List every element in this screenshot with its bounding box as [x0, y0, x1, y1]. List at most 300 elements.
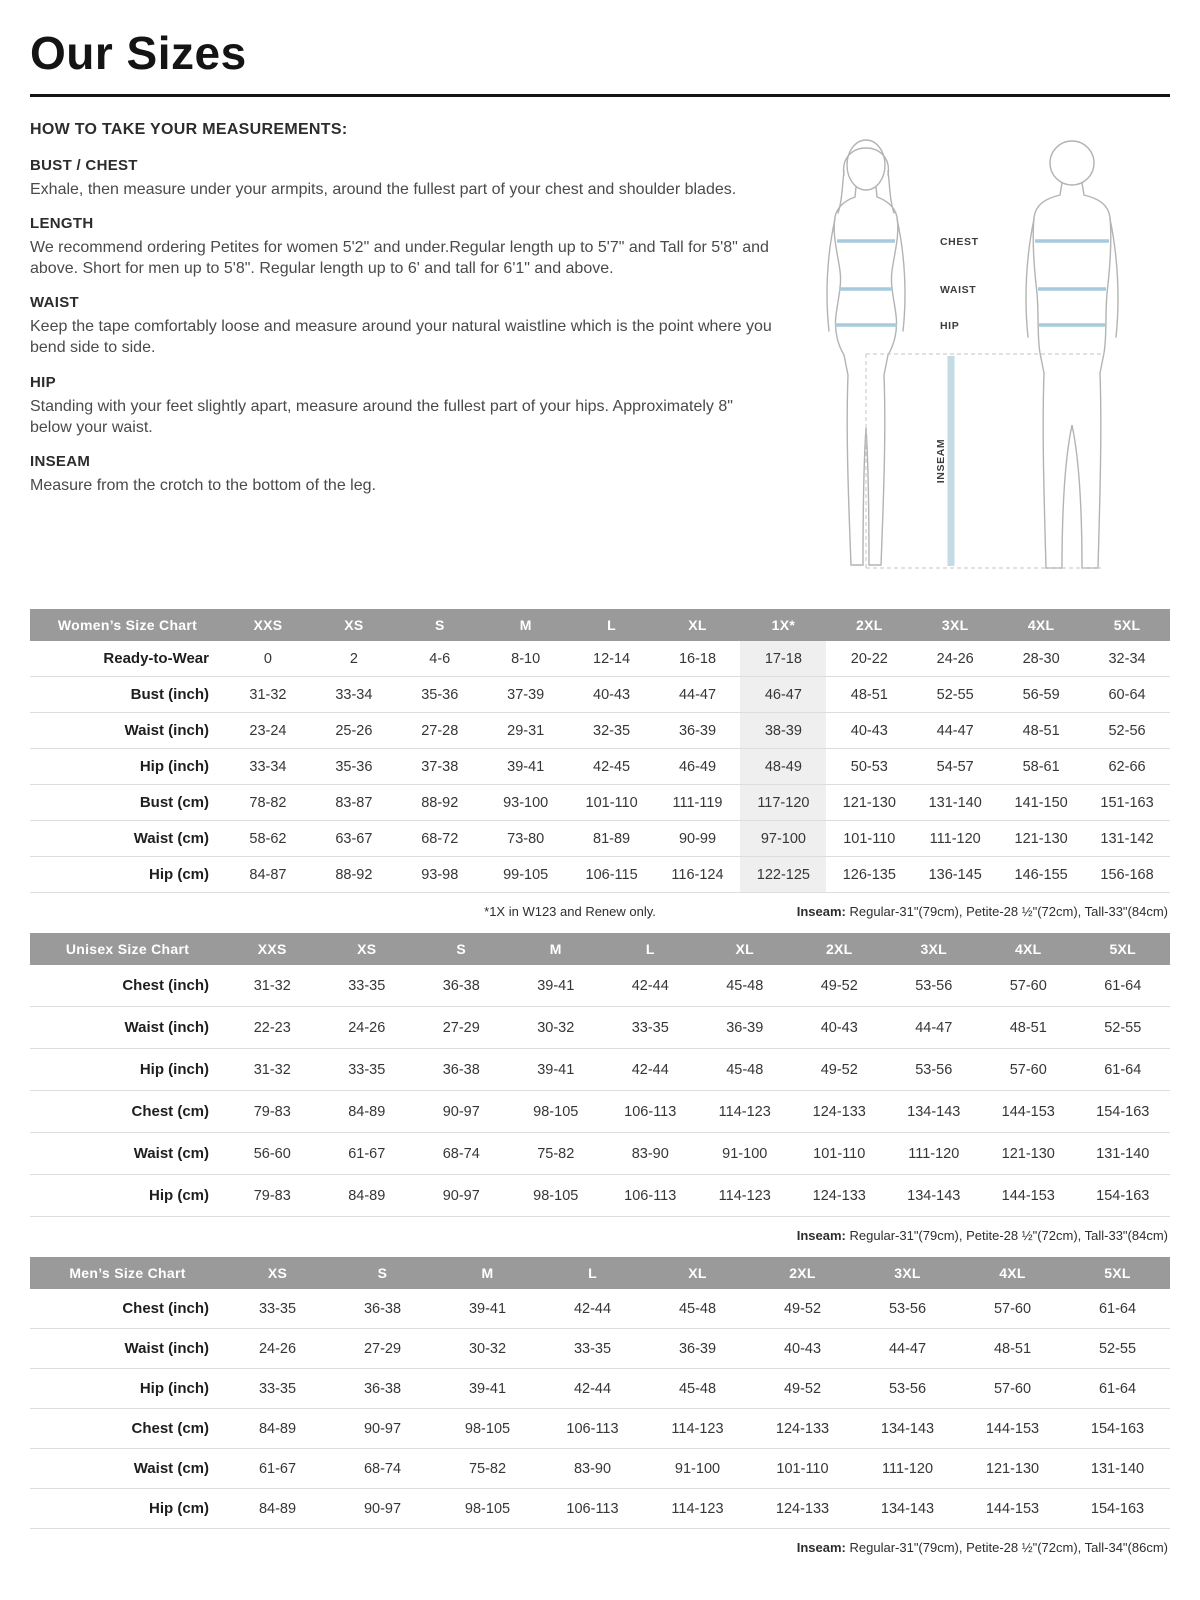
size-column-header: XS — [311, 609, 397, 641]
size-cell: 40-43 — [850, 722, 888, 739]
size-cell: 84-89 — [258, 1500, 297, 1517]
size-cell: 144-153 — [985, 1500, 1040, 1517]
row-label: Hip (inch) — [139, 1380, 209, 1397]
size-cell: 36-38 — [363, 1300, 402, 1317]
size-cell: 106-115 — [585, 866, 638, 883]
size-cell: 52-55 — [1098, 1340, 1137, 1357]
size-cell: 121-130 — [1014, 830, 1068, 847]
size-cell: 106-113 — [624, 1187, 677, 1204]
inseam-footnote-label: Inseam: — [796, 904, 846, 919]
mens-size-chart-table — [30, 1257, 1170, 1529]
table-title: Men’s Size Chart — [30, 1257, 225, 1289]
size-cell: 98-105 — [533, 1187, 579, 1204]
size-cell: 75-82 — [537, 1145, 575, 1162]
section-body: Measure from the crotch to the bottom of the leg. — [30, 476, 376, 494]
size-cell: 33-35 — [258, 1380, 297, 1397]
size-cell: 44-47 — [678, 686, 717, 703]
size-cell: 154-163 — [1090, 1500, 1145, 1517]
footnote-inseam-note — [30, 1228, 1168, 1243]
size-cell: 68-72 — [421, 830, 459, 847]
size-cell: 57-60 — [993, 1300, 1032, 1317]
size-cell: 45-48 — [678, 1300, 717, 1317]
size-cell: 53-56 — [915, 1061, 953, 1078]
size-cell: 35-36 — [335, 758, 373, 775]
inseam-footnote-values: Regular-31"(79cm), Petite-28 ½"(72cm), Tall-34"(86cm) — [849, 1540, 1168, 1555]
size-column-header: S — [330, 1257, 435, 1289]
size-cell: 154-163 — [1096, 1103, 1150, 1120]
size-cell: 111-120 — [881, 1460, 934, 1477]
size-cell: 131-140 — [928, 794, 982, 811]
size-table-row — [30, 713, 1170, 749]
section-title: INSEAM — [30, 452, 91, 470]
size-cell: 81-89 — [593, 830, 631, 847]
size-column-header: L — [603, 933, 698, 965]
size-cell: 28-30 — [1022, 650, 1060, 667]
size-cell: 44-47 — [915, 1019, 953, 1036]
size-cell: 111-119 — [672, 794, 723, 811]
size-table-row — [30, 1133, 1170, 1175]
section-inseam — [30, 453, 778, 496]
size-cell: 44-47 — [888, 1340, 927, 1357]
size-column-header: L — [540, 1257, 645, 1289]
size-cell: 31-32 — [253, 977, 291, 994]
section-title: BUST / CHEST — [30, 157, 138, 174]
size-cell: 32-34 — [1108, 650, 1146, 667]
size-cell: 30-32 — [468, 1340, 507, 1357]
size-cell: 46-49 — [678, 758, 717, 775]
size-column-header: S — [397, 609, 483, 641]
size-cell: 36-38 — [442, 1061, 480, 1078]
footnote-inseam-note — [656, 904, 1168, 919]
row-label: Waist (cm) — [133, 1460, 209, 1477]
row-label: Chest (cm) — [131, 1103, 209, 1120]
size-cell: 61-67 — [348, 1145, 386, 1162]
size-cell: 61-64 — [1104, 977, 1142, 994]
size-cell: 61-67 — [258, 1460, 297, 1477]
size-cell: 33-34 — [249, 758, 287, 775]
size-cell: 17-18 — [740, 641, 826, 677]
mens-size-chart-section — [30, 1257, 1170, 1567]
size-cell: 101-110 — [585, 794, 638, 811]
size-cell: 45-48 — [678, 1380, 717, 1397]
size-cell: 2 — [349, 650, 358, 667]
size-cell: 33-35 — [348, 1061, 386, 1078]
size-cell: 36-38 — [363, 1380, 402, 1397]
size-cell: 121-130 — [985, 1460, 1040, 1477]
size-cell: 33-35 — [348, 977, 386, 994]
size-cell: 53-56 — [888, 1300, 927, 1317]
size-cell: 121-130 — [1001, 1145, 1055, 1162]
inseam-footnote-label: Inseam: — [796, 1228, 846, 1243]
size-cell: 90-97 — [442, 1103, 480, 1120]
size-cell: 156-168 — [1100, 866, 1154, 883]
size-table-row — [30, 1369, 1170, 1409]
size-table-row — [30, 1449, 1170, 1489]
size-cell: 114-123 — [718, 1103, 771, 1120]
size-cell: 98-105 — [464, 1420, 511, 1437]
size-cell: 79-83 — [253, 1103, 291, 1120]
size-cell: 68-74 — [442, 1145, 480, 1162]
size-cell: 90-97 — [442, 1187, 480, 1204]
size-cell: 4-6 — [429, 650, 451, 667]
size-cell: 83-90 — [573, 1460, 612, 1477]
size-cell: 38-39 — [740, 713, 826, 749]
size-cell: 42-44 — [631, 1061, 669, 1078]
size-cell: 121-130 — [842, 794, 896, 811]
unisex-size-chart-section — [30, 933, 1170, 1255]
size-cell: 39-41 — [537, 1061, 575, 1078]
size-cell: 154-163 — [1096, 1187, 1150, 1204]
size-cell: 0 — [263, 650, 272, 667]
row-label: Bust (cm) — [139, 794, 209, 811]
section-hip — [30, 374, 778, 438]
size-cell: 40-43 — [820, 1019, 858, 1036]
size-cell: 97-100 — [740, 821, 826, 857]
section-bust-chest — [30, 157, 778, 200]
womens-size-chart-table — [30, 609, 1170, 893]
size-cell: 84-89 — [348, 1187, 386, 1204]
size-cell: 31-32 — [249, 686, 287, 703]
size-column-header: 2XL — [826, 609, 912, 641]
size-cell: 126-135 — [842, 866, 896, 883]
size-column-header: 4XL — [960, 1257, 1065, 1289]
size-cell: 27-29 — [363, 1340, 402, 1357]
size-cell: 154-163 — [1090, 1420, 1145, 1437]
size-cell: 101-110 — [776, 1460, 829, 1477]
size-cell: 42-44 — [573, 1380, 612, 1397]
size-cell: 33-35 — [573, 1340, 612, 1357]
size-cell: 58-61 — [1022, 758, 1060, 775]
size-cell: 101-110 — [813, 1145, 866, 1162]
size-cell: 106-113 — [566, 1500, 619, 1517]
size-cell: 40-43 — [593, 686, 631, 703]
size-cell: 124-133 — [812, 1187, 866, 1204]
instructions-heading: HOW TO TAKE YOUR MEASUREMENTS: — [30, 121, 348, 138]
size-cell: 134-143 — [880, 1420, 935, 1437]
size-cell: 53-56 — [888, 1380, 927, 1397]
size-table-row — [30, 1007, 1170, 1049]
size-cell: 36-39 — [726, 1019, 764, 1036]
size-table-row — [30, 821, 1170, 857]
size-cell: 90-99 — [678, 830, 717, 847]
size-cell: 30-32 — [537, 1019, 575, 1036]
size-cell: 106-113 — [624, 1103, 677, 1120]
size-cell: 101-110 — [843, 830, 896, 847]
size-column-header: 3XL — [912, 609, 998, 641]
size-cell: 99-105 — [503, 866, 549, 883]
size-cell: 36-39 — [678, 722, 717, 739]
size-cell: 42-44 — [631, 977, 669, 994]
size-cell: 93-100 — [503, 794, 549, 811]
row-label: Waist (inch) — [124, 722, 209, 739]
size-column-header: S — [414, 933, 509, 965]
size-column-header: M — [435, 1257, 540, 1289]
inseam-line-label: INSEAM — [935, 438, 947, 484]
size-cell: 131-140 — [1096, 1145, 1150, 1162]
size-cell: 111-120 — [908, 1145, 960, 1162]
title-divider — [30, 94, 1170, 97]
size-cell: 61-64 — [1098, 1300, 1137, 1317]
size-cell: 42-45 — [593, 758, 631, 775]
size-cell: 36-38 — [442, 977, 480, 994]
size-column-header: 5XL — [1076, 933, 1171, 965]
size-table-row — [30, 1175, 1170, 1217]
section-body: Keep the tape comfortably loose and measure around your natural waistline which is the point where you bend side to side. — [30, 318, 772, 357]
size-column-header: 5XL — [1084, 609, 1170, 641]
section-title: WAIST — [30, 294, 79, 312]
measurement-instructions — [30, 121, 778, 595]
size-cell: 93-98 — [421, 866, 459, 883]
size-cell: 98-105 — [533, 1103, 579, 1120]
row-label: Waist (inch) — [124, 1019, 209, 1036]
measurement-guide — [30, 121, 1170, 595]
size-table-row — [30, 749, 1170, 785]
size-cell: 68-74 — [363, 1460, 402, 1477]
size-cell: 116-124 — [671, 866, 724, 883]
size-column-header: XS — [225, 1257, 330, 1289]
womens-size-chart-section — [30, 609, 1170, 931]
size-cell: 23-24 — [249, 722, 287, 739]
row-label: Chest (inch) — [122, 1300, 209, 1317]
size-cell: 134-143 — [907, 1187, 961, 1204]
size-cell: 114-123 — [718, 1187, 771, 1204]
row-label: Hip (inch) — [139, 758, 209, 775]
size-table-row — [30, 677, 1170, 713]
size-cell: 84-87 — [249, 866, 287, 883]
size-cell: 49-52 — [820, 1061, 858, 1078]
row-label: Hip (cm) — [149, 1187, 209, 1204]
section-title: LENGTH — [30, 215, 94, 233]
size-table-row — [30, 965, 1170, 1007]
size-cell: 45-48 — [726, 977, 764, 994]
size-column-header: M — [509, 933, 604, 965]
size-cell: 131-140 — [1090, 1460, 1145, 1477]
size-cell: 12-14 — [593, 650, 631, 667]
size-cell: 122-125 — [740, 857, 826, 893]
size-cell: 29-31 — [507, 722, 545, 739]
size-cell: 124-133 — [775, 1420, 830, 1437]
size-cell: 124-133 — [775, 1500, 830, 1517]
size-cell: 111-120 — [929, 830, 981, 847]
mens-table-footnotes — [30, 1529, 1170, 1567]
size-column-header: 4XL — [981, 933, 1076, 965]
chest-line-label: CHEST — [940, 236, 979, 248]
size-cell: 88-92 — [335, 866, 373, 883]
size-cell: 106-113 — [566, 1420, 619, 1437]
size-cell: 49-52 — [783, 1300, 822, 1317]
row-label: Chest (inch) — [122, 977, 209, 994]
size-column-header: XS — [320, 933, 415, 965]
size-cell: 48-51 — [1022, 722, 1060, 739]
size-cell: 57-60 — [993, 1380, 1032, 1397]
size-cell: 57-60 — [1009, 1061, 1047, 1078]
size-table-row — [30, 1409, 1170, 1449]
size-column-header: L — [569, 609, 655, 641]
size-cell: 52-55 — [1104, 1019, 1142, 1036]
size-cell: 20-22 — [850, 650, 888, 667]
size-cell: 117-120 — [740, 785, 826, 821]
size-column-header: 2XL — [792, 933, 887, 965]
section-body: Standing with your feet slightly apart, measure around the fullest part of your hips. Approximately 8" below your waist. — [30, 397, 733, 436]
size-cell: 37-39 — [507, 686, 545, 703]
hip-line-label: HIP — [940, 320, 960, 332]
size-column-header: XXS — [225, 933, 320, 965]
size-cell: 60-64 — [1108, 686, 1146, 703]
size-cell: 90-97 — [363, 1420, 402, 1437]
size-cell: 32-35 — [593, 722, 631, 739]
unisex-table-footnotes — [30, 1217, 1170, 1255]
size-cell: 25-26 — [335, 722, 373, 739]
body-figures-icon — [794, 123, 1174, 593]
row-label: Waist (cm) — [133, 830, 209, 847]
size-cell: 8-10 — [511, 650, 541, 667]
size-cell: 54-57 — [936, 758, 974, 775]
size-table-row — [30, 785, 1170, 821]
size-cell: 39-41 — [468, 1380, 507, 1397]
row-label: Ready-to-Wear — [103, 650, 209, 667]
row-label: Waist (cm) — [133, 1145, 209, 1162]
size-table-row — [30, 1289, 1170, 1329]
size-cell: 44-47 — [936, 722, 974, 739]
size-column-header: 1X* — [740, 609, 826, 641]
size-cell: 33-35 — [631, 1019, 669, 1036]
size-cell: 91-100 — [722, 1145, 768, 1162]
size-table-row — [30, 1091, 1170, 1133]
size-table-row — [30, 1329, 1170, 1369]
size-cell: 33-34 — [335, 686, 373, 703]
size-cell: 33-35 — [258, 1300, 297, 1317]
size-table-row — [30, 1489, 1170, 1529]
size-column-header: 3XL — [887, 933, 982, 965]
size-cell: 52-55 — [936, 686, 974, 703]
size-cell: 57-60 — [1009, 977, 1047, 994]
size-cell: 36-39 — [678, 1340, 717, 1357]
footnote-inseam-note — [30, 1540, 1168, 1555]
size-cell: 58-62 — [249, 830, 287, 847]
size-cell: 83-87 — [335, 794, 373, 811]
size-cell: 141-150 — [1014, 794, 1068, 811]
size-cell: 49-52 — [783, 1380, 822, 1397]
size-cell: 136-145 — [928, 866, 982, 883]
inseam-footnote-label: Inseam: — [796, 1540, 846, 1555]
table-title: Unisex Size Chart — [30, 933, 225, 965]
size-cell: 27-29 — [442, 1019, 480, 1036]
size-cell: 53-56 — [915, 977, 953, 994]
row-label: Bust (inch) — [130, 686, 209, 703]
size-cell: 31-32 — [253, 1061, 291, 1078]
section-body: Exhale, then measure under your armpits, around the fullest part of your chest and shoulder blades. — [30, 181, 737, 198]
size-cell: 91-100 — [674, 1460, 721, 1477]
size-cell: 52-56 — [1108, 722, 1146, 739]
size-cell: 90-97 — [363, 1500, 402, 1517]
size-cell: 134-143 — [880, 1500, 935, 1517]
row-label: Hip (cm) — [149, 1500, 209, 1517]
section-body: We recommend ordering Petites for women 5'2" and under.Regular length up to 5'7" and Tall for 5'8" and above. Short for men up to 5'8". Regular length up to 6' and tall for 6'1" and above. — [30, 239, 769, 278]
size-cell: 39-41 — [468, 1300, 507, 1317]
size-cell: 48-51 — [1009, 1019, 1047, 1036]
size-table-row — [30, 857, 1170, 893]
size-cell: 56-60 — [253, 1145, 291, 1162]
size-cell: 88-92 — [421, 794, 459, 811]
size-column-header: XL — [655, 609, 741, 641]
size-cell: 63-67 — [335, 830, 373, 847]
section-waist — [30, 294, 778, 358]
size-cell: 144-153 — [1001, 1103, 1055, 1120]
size-cell: 37-38 — [421, 758, 459, 775]
size-cell: 45-48 — [726, 1061, 764, 1078]
size-cell: 35-36 — [421, 686, 459, 703]
size-cell: 48-51 — [993, 1340, 1032, 1357]
size-cell: 39-41 — [507, 758, 545, 775]
inseam-footnote-values: Regular-31"(79cm), Petite-28 ½"(72cm), Tall-33"(84cm) — [849, 904, 1168, 919]
section-title: HIP — [30, 373, 56, 391]
waist-line-label: WAIST — [940, 284, 977, 296]
size-column-header: 2XL — [750, 1257, 855, 1289]
size-cell: 73-80 — [507, 830, 545, 847]
size-cell: 24-26 — [936, 650, 974, 667]
size-column-header: XL — [645, 1257, 750, 1289]
table-title: Women’s Size Chart — [30, 609, 225, 641]
size-cell: 134-143 — [907, 1103, 961, 1120]
size-cell: 144-153 — [985, 1420, 1040, 1437]
unisex-size-chart-table — [30, 933, 1170, 1217]
inseam-footnote-values: Regular-31"(79cm), Petite-28 ½"(72cm), Tall-33"(84cm) — [849, 1228, 1168, 1243]
size-cell: 39-41 — [537, 977, 575, 994]
size-cell: 50-53 — [850, 758, 888, 775]
size-cell: 61-64 — [1104, 1061, 1142, 1078]
size-cell: 84-89 — [258, 1420, 297, 1437]
size-cell: 49-52 — [820, 977, 858, 994]
size-cell: 16-18 — [678, 650, 717, 667]
size-cell: 24-26 — [258, 1340, 297, 1357]
row-label: Waist (inch) — [124, 1340, 209, 1357]
size-cell: 114-123 — [671, 1500, 724, 1517]
size-cell: 27-28 — [421, 722, 459, 739]
size-cell: 114-123 — [671, 1420, 724, 1437]
size-column-header: 3XL — [855, 1257, 960, 1289]
size-cell: 78-82 — [249, 794, 287, 811]
row-label: Hip (inch) — [139, 1061, 209, 1078]
size-cell: 48-49 — [740, 749, 826, 785]
size-cell: 131-142 — [1100, 830, 1154, 847]
size-cell: 83-90 — [631, 1145, 669, 1162]
size-cell: 79-83 — [253, 1187, 291, 1204]
page-title: Our Sizes — [30, 27, 247, 79]
size-cell: 42-44 — [573, 1300, 612, 1317]
size-cell: 46-47 — [740, 677, 826, 713]
size-cell: 146-155 — [1014, 866, 1068, 883]
size-cell: 75-82 — [468, 1460, 507, 1477]
size-table-row — [30, 1049, 1170, 1091]
section-length — [30, 215, 778, 279]
size-column-header: M — [483, 609, 569, 641]
size-cell: 84-89 — [348, 1103, 386, 1120]
size-column-header: XL — [698, 933, 793, 965]
size-column-header: 4XL — [998, 609, 1084, 641]
size-column-header: 5XL — [1065, 1257, 1170, 1289]
size-cell: 144-153 — [1001, 1187, 1055, 1204]
size-cell: 24-26 — [348, 1019, 386, 1036]
size-cell: 124-133 — [812, 1103, 866, 1120]
row-label: Chest (cm) — [131, 1420, 209, 1437]
womens-table-footnotes — [30, 893, 1170, 931]
footnote-1x-note: *1X in W123 and Renew only. — [484, 904, 656, 919]
size-column-header: XXS — [225, 609, 311, 641]
size-cell: 151-163 — [1100, 794, 1154, 811]
size-cell: 62-66 — [1108, 758, 1146, 775]
size-cell: 48-51 — [850, 686, 888, 703]
size-cell: 40-43 — [783, 1340, 822, 1357]
